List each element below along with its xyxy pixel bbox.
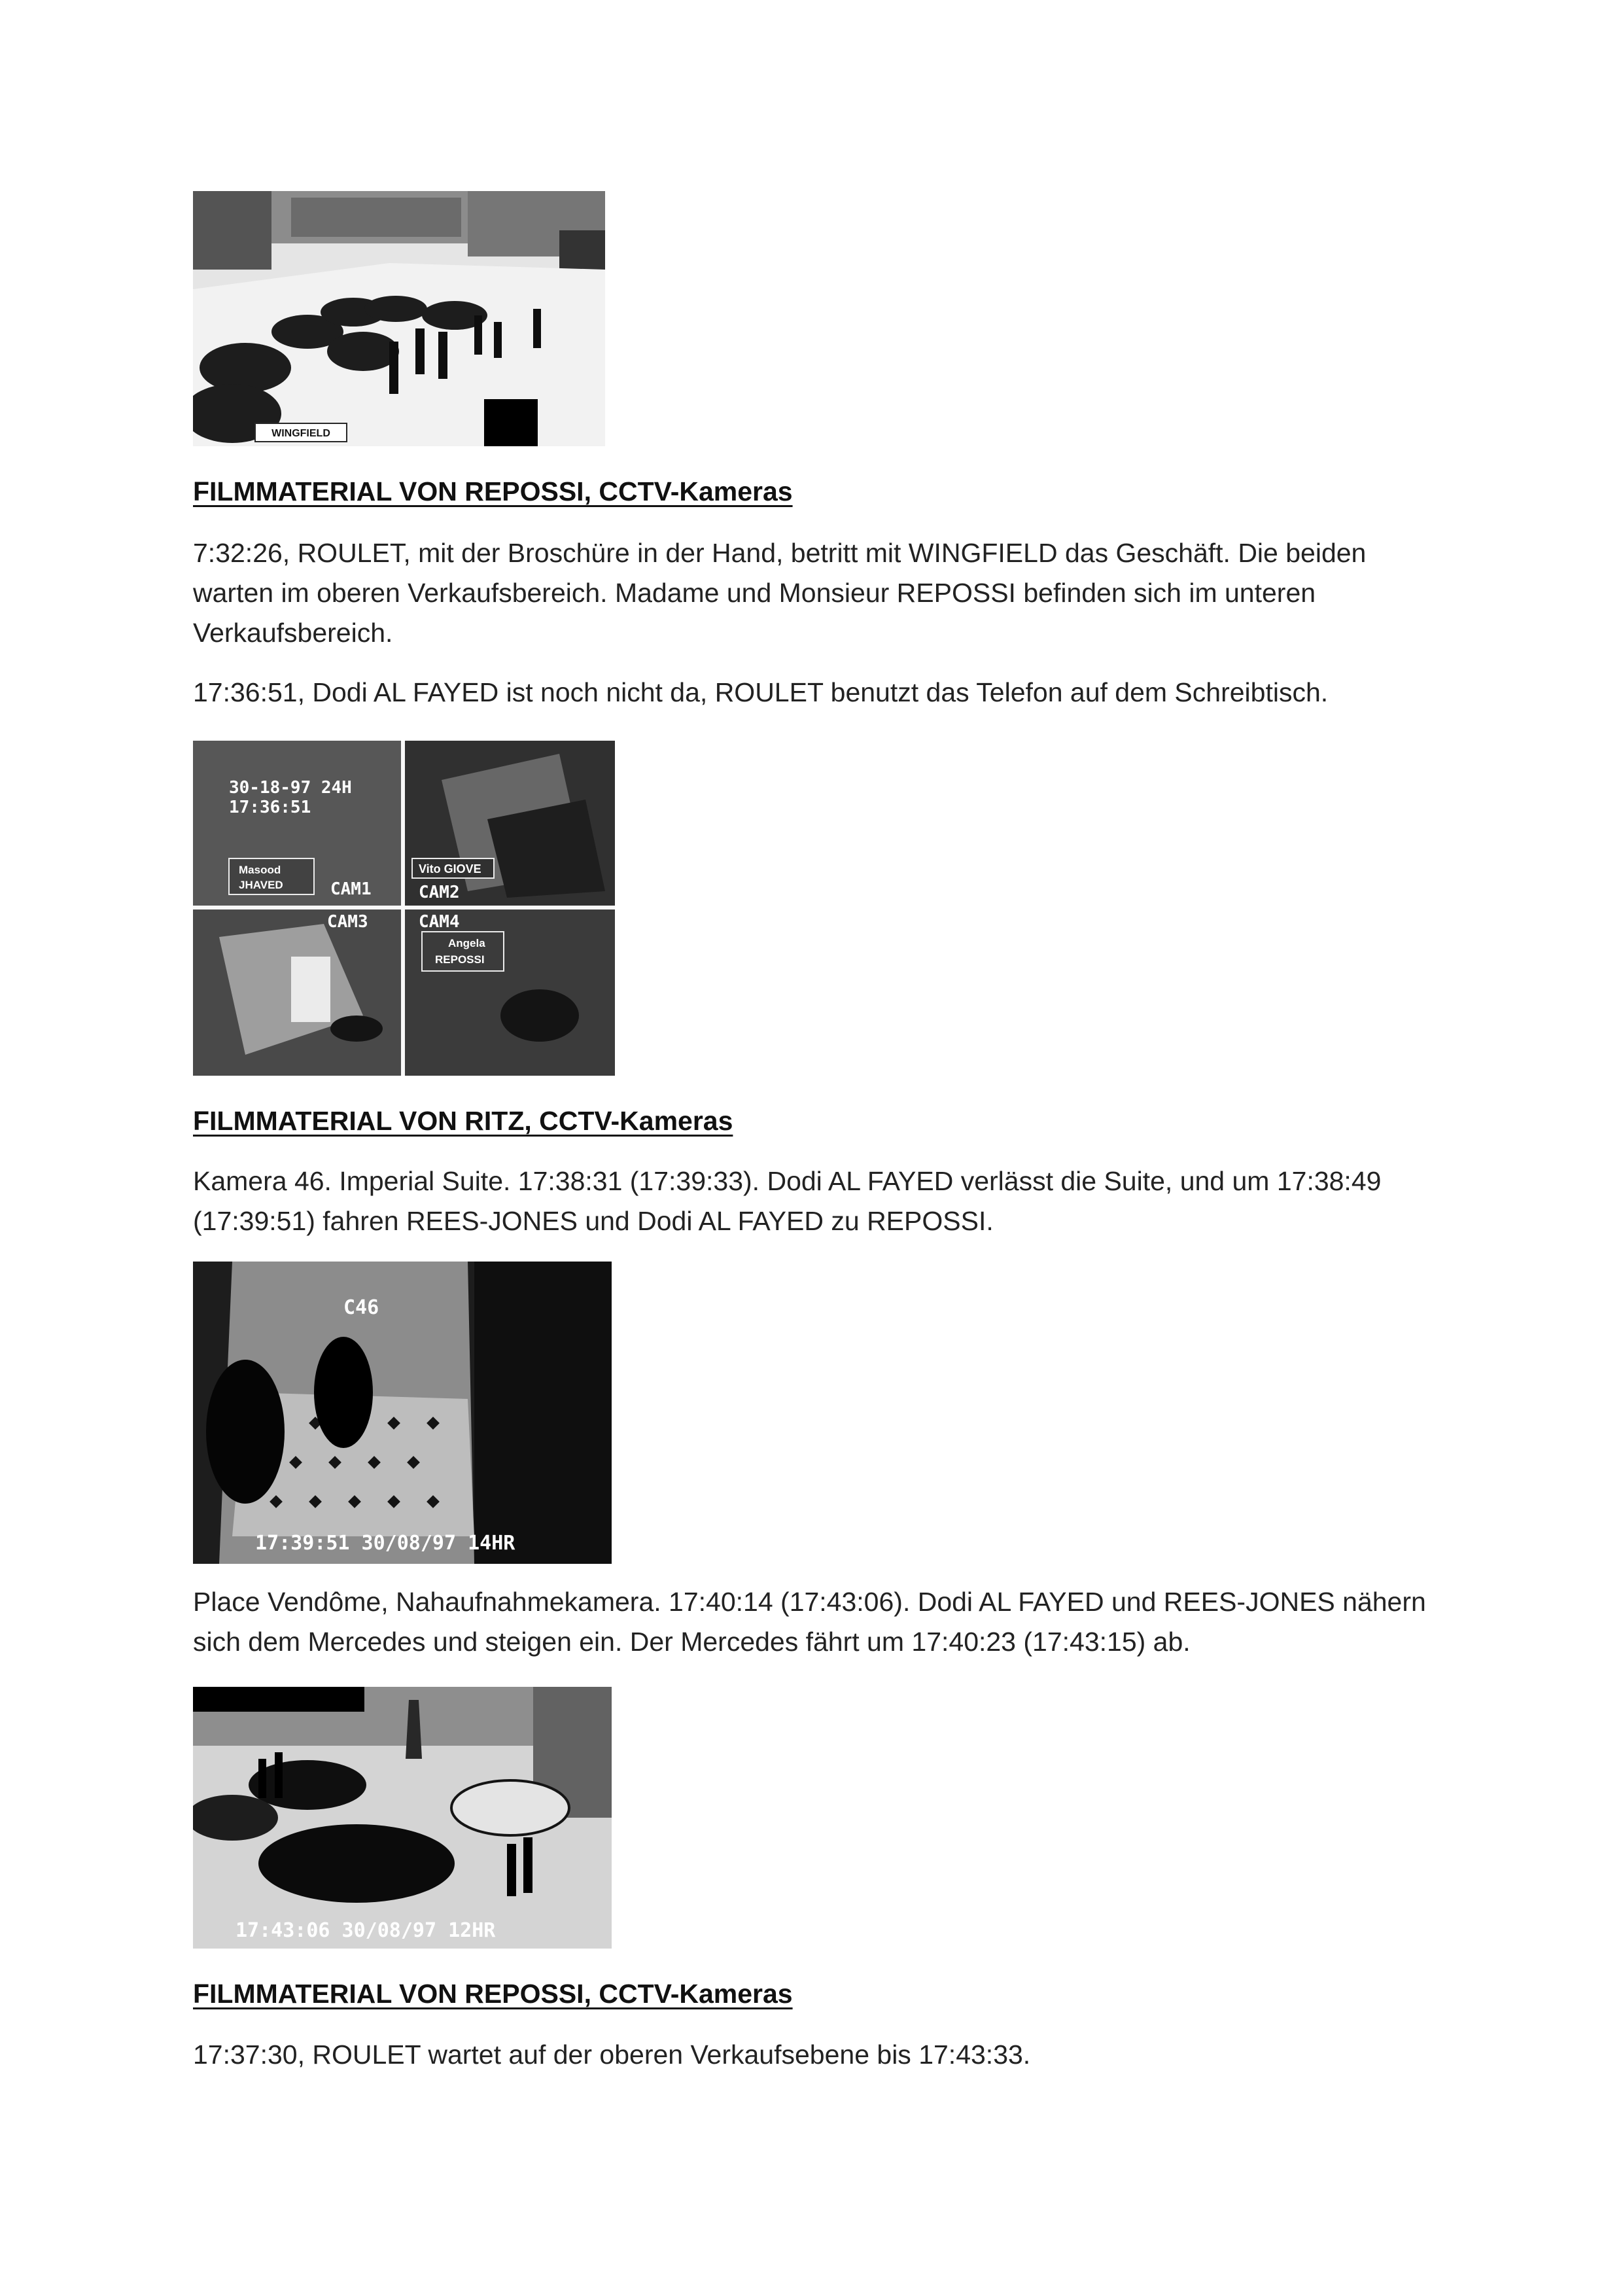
overlay-cam4: CAM4 [419,912,460,932]
overlay-cam3: CAM3 [327,912,368,932]
section-heading-ritz: FILMMATERIAL VON RITZ, CCTV-Kameras [193,1106,733,1136]
paragraph-roulet-enters: 7:32:26, ROULET, mit der Broschüre in der Hand, betritt mit WINGFIELD das Geschäft. Die beiden warten im oberen Verkaufsbereich. Madame und Monsieur REPOSSI befinden sich im unteren Verkaufsbereich. [193,538,1367,648]
overlay-stamp-corridor: 17:39:51 30/08/97 14HR [255,1532,515,1555]
cctv-photo-street [193,191,605,446]
cctv-photo-quad [193,741,615,1076]
label-person-1-first: Masood [239,864,281,876]
label-person-2: Vito GIOVE [419,862,481,875]
section-heading-repossi-1: FILMMATERIAL VON REPOSSI, CCTV-Kameras [193,476,793,506]
paragraph-roulet-waits: 17:37:30, ROULET wartet auf der oberen Verkaufsebene bis 17:43:33. [193,2040,1031,2070]
overlay-date: 30-18-97 24H [229,778,352,798]
paragraph-imperial-suite: Kamera 46. Imperial Suite. 17:38:31 (17:39:33). Dodi AL FAYED verlässt die Suite, und um 17:38:49 (17:39:51) fahren REES-JONES und Dodi AL FAYED zu REPOSSI. [193,1166,1382,1236]
redaction-block [193,1687,364,1712]
redaction-block [484,399,538,446]
overlay-camera-46: C46 [343,1296,379,1319]
label-person-3-first: Angela [448,937,485,949]
paragraph-place-vendome: Place Vendôme, Nahaufnahmekamera. 17:40:14 (17:43:06). Dodi AL FAYED und REES-JONES nähern sich dem Mercedes und steigen ein. Der Mercedes fährt um 17:40:23 (17:43:15) ab. [193,1587,1426,1657]
label-person-3-last: REPOSSI [435,953,485,966]
label-wingfield: WINGFIELD [271,428,330,439]
cctv-photo-vendome [193,1687,612,1949]
overlay-cam2: CAM2 [419,883,460,902]
overlay-cam1: CAM1 [330,879,372,899]
paragraph-roulet-phone: 17:36:51, Dodi AL FAYED ist noch nicht da, ROULET benutzt das Telefon auf dem Schreibtisch. [193,677,1329,707]
overlay-time: 17:36:51 [229,798,311,817]
label-person-1-last: JHAVED [239,879,283,891]
section-heading-repossi-2: FILMMATERIAL VON REPOSSI, CCTV-Kameras [193,1979,793,2009]
cctv-photo-corridor [193,1262,612,1564]
overlay-stamp-vendome: 17:43:06 30/08/97 12HR [236,1919,496,1942]
